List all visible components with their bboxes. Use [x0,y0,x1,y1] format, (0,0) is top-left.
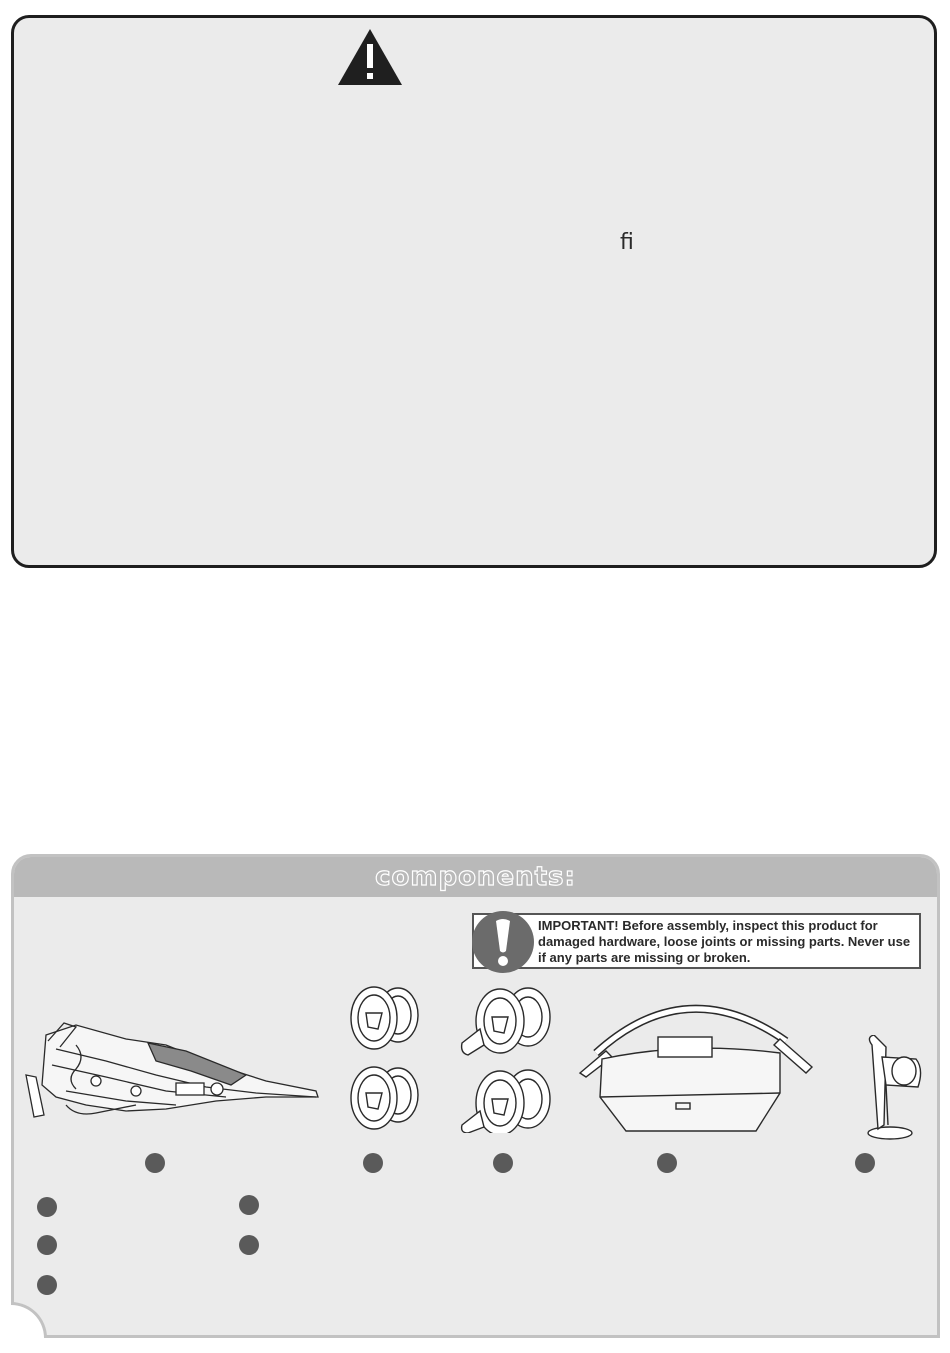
cup-holder-icon [860,1035,926,1143]
components-title: components: [375,862,576,892]
legend-marker-b [239,1195,259,1215]
components-panel [11,854,940,1338]
warning-box [11,15,937,568]
important-notice [472,913,921,969]
important-notice-text: IMPORTANT! Before assembly, inspect this product for damaged hardware, loose joints or missing parts. Never use if any parts are missing or broken. [538,918,911,965]
warning-triangle-icon [336,27,404,87]
part-marker-c [493,1153,513,1173]
exclamation-circle-icon [472,911,534,973]
part-marker-b [363,1153,383,1173]
part-marker-a [145,1153,165,1173]
basket-icon [566,981,822,1133]
legend-marker-c [37,1235,57,1255]
page-corner-cut [11,1302,47,1338]
rear-wheels-icon [346,983,426,1131]
legend-marker-e [37,1275,57,1295]
part-marker-d [657,1153,677,1173]
components-header [14,857,937,897]
part-marker-e [855,1153,875,1173]
front-wheels-icon [458,983,558,1133]
legend-marker-a [37,1197,57,1217]
legend-marker-d [239,1235,259,1255]
stray-ligature-glyph: ﬁ [620,230,634,255]
folded-stroller-icon [16,1005,324,1123]
